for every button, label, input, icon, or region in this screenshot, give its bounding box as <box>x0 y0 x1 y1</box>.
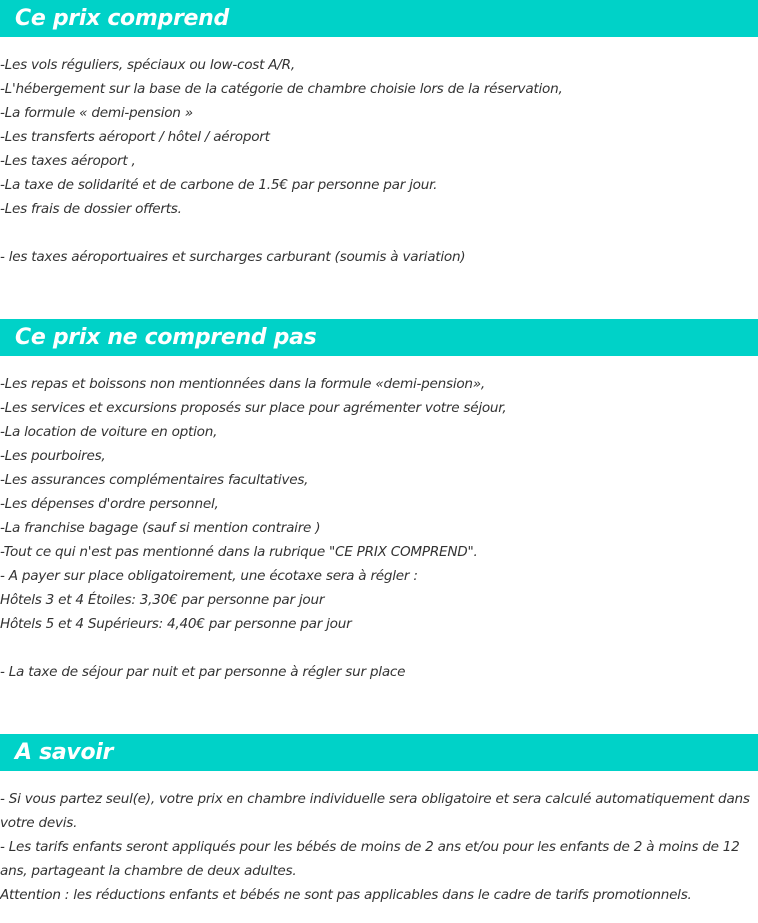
section-header-info <box>0 734 758 771</box>
section-title-excluded: Ce prix ne comprend pas <box>15 324 317 350</box>
included-item: -La taxe de solidarité et de carbone de 1.5€ par personne par jour. <box>0 177 438 193</box>
section-body-info <box>0 787 758 907</box>
included-item: -La formule « demi-pension » <box>0 105 193 121</box>
info-item: - Les tarifs enfants seront appliqués pour les bébés de moins de 2 ans et/ou pour les enfants de 2 à moins de 12 ans, partageant la chambre de deux adultes. <box>0 839 740 879</box>
section-title-included: Ce prix comprend <box>15 5 229 31</box>
excluded-item: -Les pourboires, <box>0 448 106 464</box>
excluded-item: - La taxe de séjour par nuit et par personne à régler sur place <box>0 664 406 680</box>
excluded-item: -La franchise bagage (sauf si mention contraire ) <box>0 520 321 536</box>
included-item: -Les taxes aéroport , <box>0 153 136 169</box>
excluded-item: Hôtels 5 et 4 Supérieurs: 4,40€ par personne par jour <box>0 616 352 632</box>
section-body-excluded <box>0 372 758 684</box>
excluded-item: -Tout ce qui n'est pas mentionné dans la rubrique "CE PRIX COMPREND". <box>0 544 478 560</box>
blank-line <box>0 636 758 660</box>
included-item: - les taxes aéroportuaires et surcharges carburant (soumis à variation) <box>0 249 466 265</box>
section-body-included <box>0 53 758 269</box>
excluded-item: -Les dépenses d'ordre personnel, <box>0 496 219 512</box>
included-item: -Les vols réguliers, spéciaux ou low-cost A/R, <box>0 57 295 73</box>
excluded-item: -Les assurances complémentaires facultatives, <box>0 472 309 488</box>
section-header-excluded <box>0 319 758 356</box>
section-header-included <box>0 0 758 37</box>
excluded-item: Hôtels 3 et 4 Étoiles: 3,30€ par personne par jour <box>0 592 325 608</box>
included-item: -Les transferts aéroport / hôtel / aéroport <box>0 129 270 145</box>
info-item: Attention : les réductions enfants et bébés ne sont pas applicables dans le cadre de tarifs promotionnels. <box>0 887 692 903</box>
info-item: - Si vous partez seul(e), votre prix en chambre individuelle sera obligatoire et sera calculé automatiquement dans votre devis. <box>0 791 750 831</box>
included-item: -L'hébergement sur la base de la catégorie de chambre choisie lors de la réservation, <box>0 81 563 97</box>
included-item: -Les frais de dossier offerts. <box>0 201 182 217</box>
section-title-info: A savoir <box>15 739 114 765</box>
excluded-item: - A payer sur place obligatoirement, une écotaxe sera à régler : <box>0 568 418 584</box>
blank-line <box>0 221 758 245</box>
excluded-item: -Les services et excursions proposés sur place pour agrémenter votre séjour, <box>0 400 507 416</box>
excluded-item: -Les repas et boissons non mentionnées dans la formule «demi-pension», <box>0 376 486 392</box>
excluded-item: -La location de voiture en option, <box>0 424 218 440</box>
